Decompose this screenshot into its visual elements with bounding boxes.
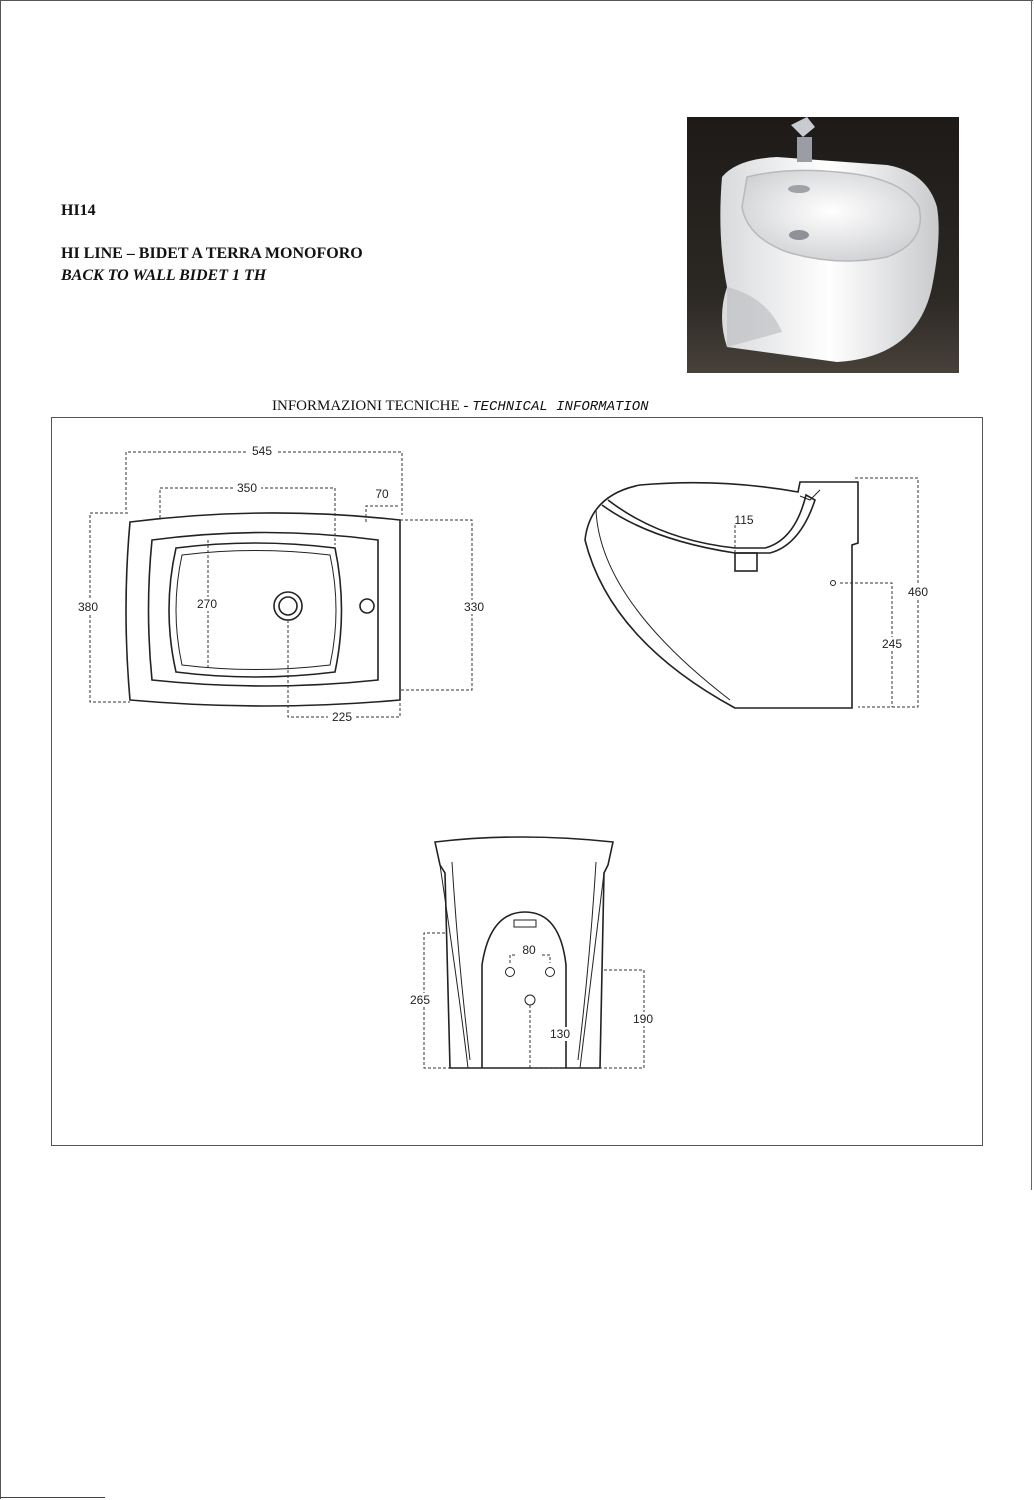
dim-drain-height: 130 (549, 1027, 571, 1041)
dim-fixing-spacing: 80 (522, 943, 536, 957)
dim-inlet-height: 245 (881, 637, 903, 651)
dim-height: 460 (907, 585, 929, 599)
dim-drain-to-back: 225 (331, 710, 353, 724)
dim-overall-width: 545 (251, 444, 273, 458)
dim-tap-offset: 70 (375, 487, 389, 501)
top-view-outline (126, 513, 400, 706)
dim-side-height: 265 (409, 993, 431, 1007)
dim-rim-depth: 115 (734, 513, 754, 527)
product-title-english: BACK TO WALL BIDET 1 TH (61, 267, 267, 284)
side-view-outline (585, 482, 858, 708)
dim-overall-depth: 380 (77, 600, 99, 614)
dim-fixing-height: 190 (632, 1012, 654, 1026)
dim-bowl-width: 350 (236, 481, 258, 495)
heading-italian: INFORMAZIONI TECNICHE - (272, 398, 473, 414)
heading-english: TECHNICAL INFORMATION (472, 399, 649, 415)
product-title-italian: HI LINE – BIDET A TERRA MONOFORO (61, 245, 363, 262)
product-code: HI14 (61, 202, 96, 219)
dim-inner-depth: 330 (463, 600, 485, 614)
dim-bowl-depth: 270 (196, 597, 218, 611)
